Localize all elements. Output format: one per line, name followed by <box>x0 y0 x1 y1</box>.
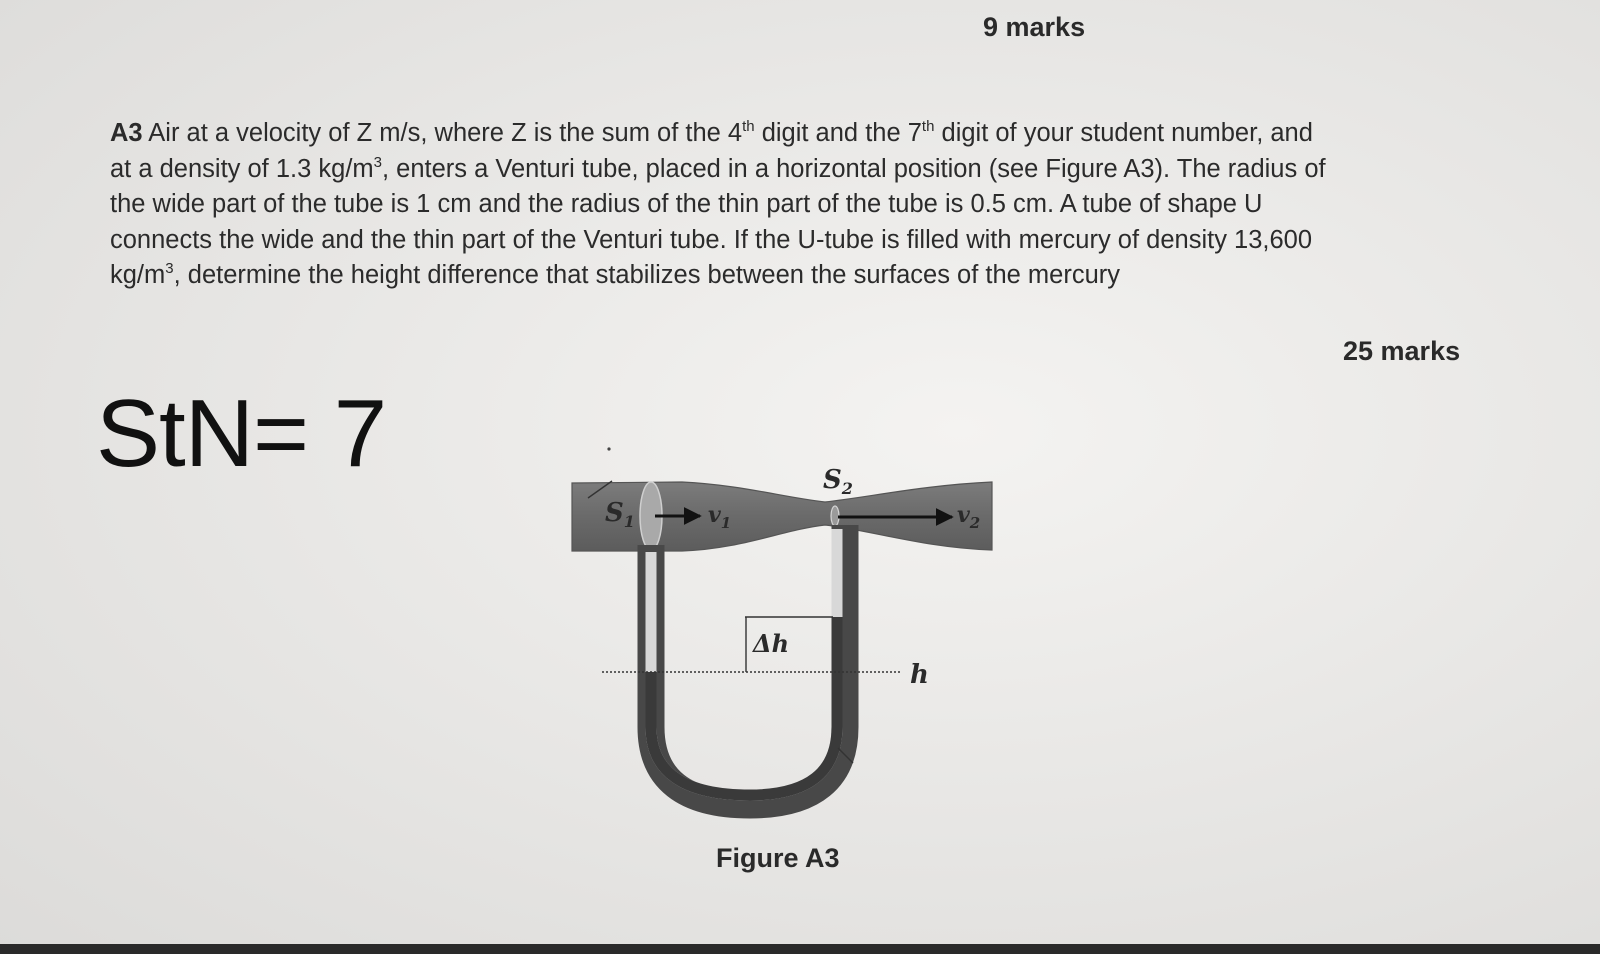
label-v2: $v_2$ <box>957 502 981 532</box>
label-s2: $S_2$ <box>823 465 853 498</box>
figure-caption: Figure A3 <box>716 843 840 873</box>
label-delta-h: Δh <box>753 629 790 658</box>
question-line-3: the wide part of the tube is 1 cm and the radius of the thin part of the tube is 0.5 cm. A tube of shape U <box>110 190 1263 218</box>
s2-cross-section <box>831 506 839 526</box>
question-line-5: $kg/m^3$, determine the height difference that stabilizes between the surfaces of the mercury <box>110 260 1120 289</box>
question-line-2: at a density of 1.3 $kg/m^3$, enters a Venturi tube, placed in a horizontal position (see Figure A3). The radius of <box>110 153 1326 183</box>
stray-dot <box>607 447 610 450</box>
screen-bottom-edge <box>0 944 1600 954</box>
label-h: h <box>910 660 929 690</box>
label-s1: $S_1$ <box>605 498 635 531</box>
question-line-1: A3 Air at a velocity of Z m/s, where Z is the sum of the 4th digit and the 7th digit of your student number, and <box>110 118 1313 147</box>
student-number: StN= 7 <box>96 380 387 487</box>
question-number: A3 <box>110 119 143 147</box>
label-v1: $v_1$ <box>708 502 732 532</box>
question-line-4: connects the wide and the thin part of the Venturi tube. If the U-tube is filled with mercury of density 13,600 <box>110 225 1313 254</box>
marks-label-question: 25 marks <box>1343 336 1461 366</box>
mercury-column-left <box>651 617 837 795</box>
u-tube-bore <box>651 529 837 795</box>
u-tube-outer <box>651 525 845 805</box>
marks-label-top: 9 marks <box>983 12 1086 42</box>
